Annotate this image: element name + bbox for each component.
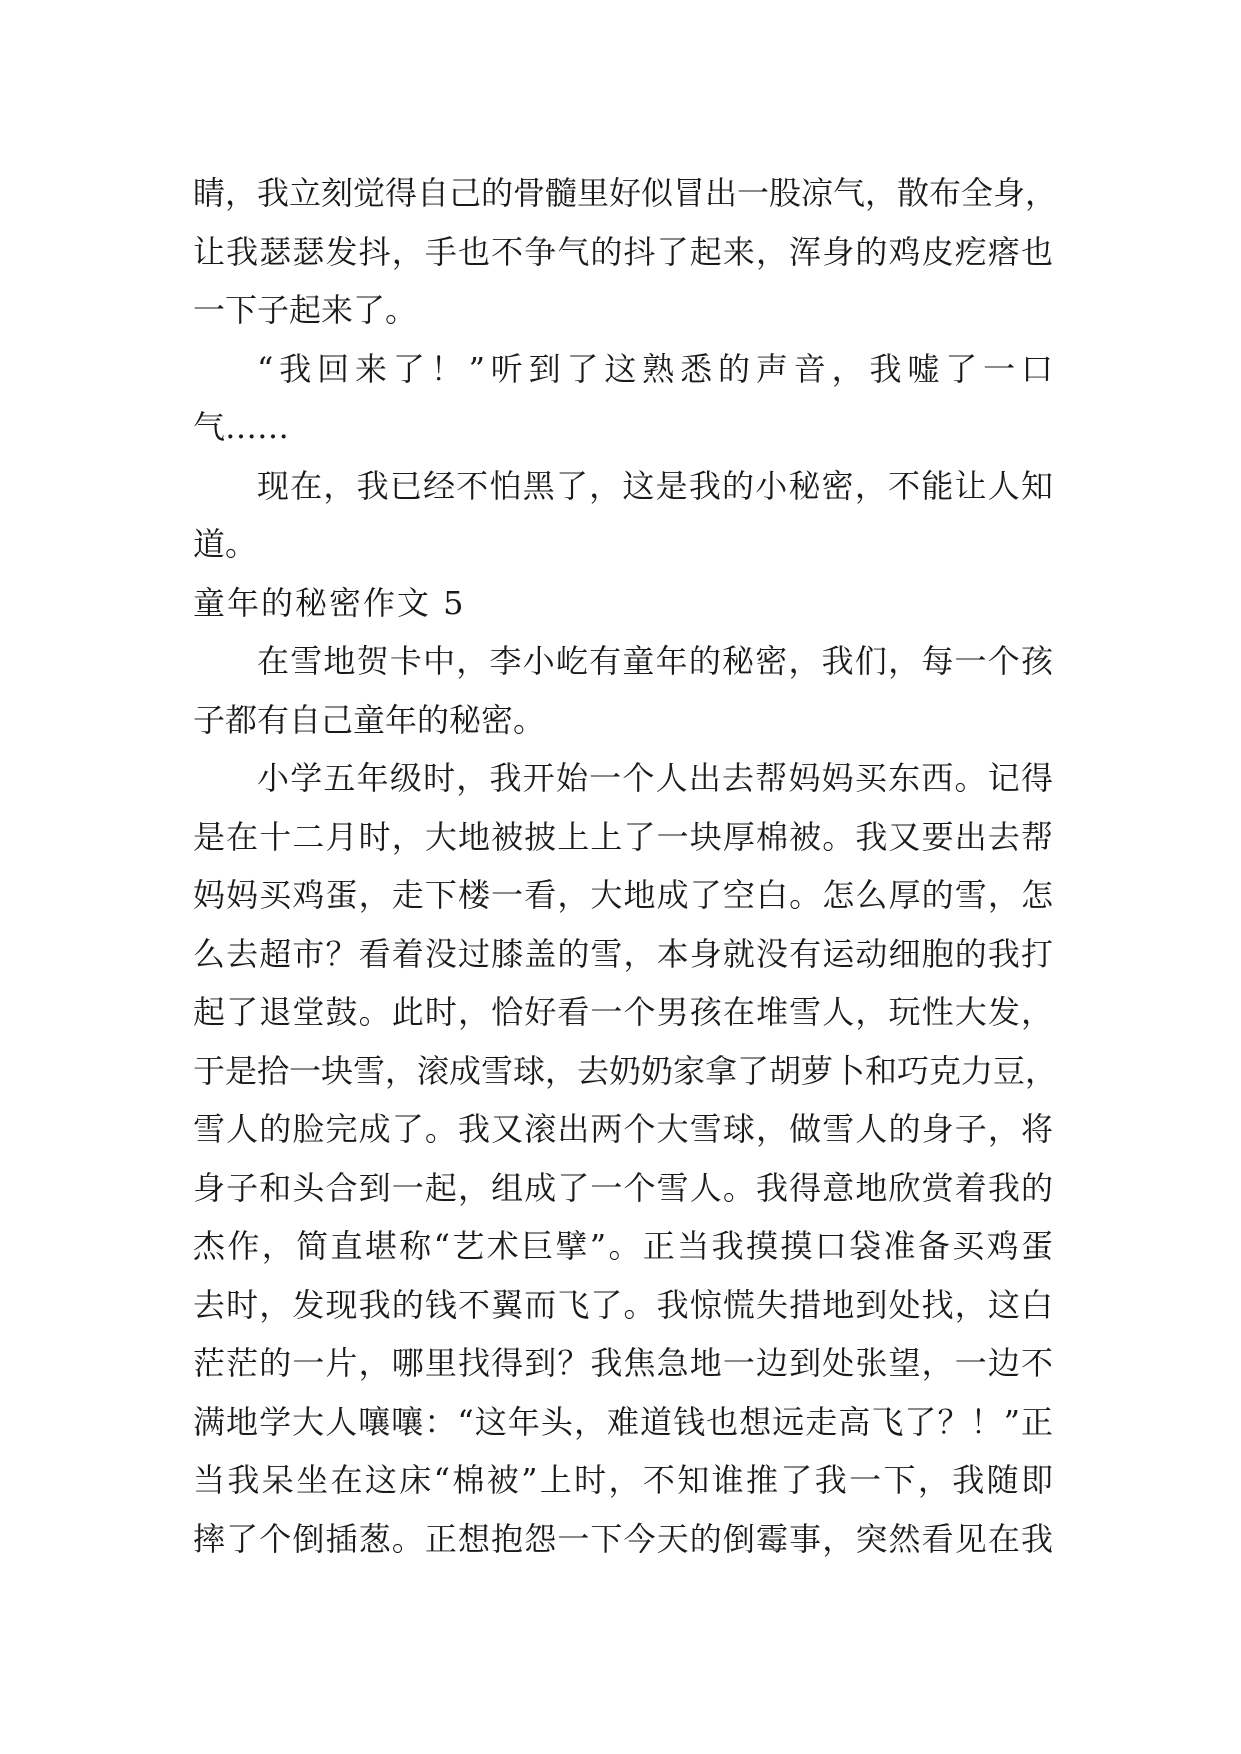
document-body — [193, 164, 1058, 1568]
section-heading-text: 童年的秘密作文 5 — [193, 583, 466, 622]
text-line-content: 妈妈买鸡蛋，走下楼一看，大地成了空白。怎么厚的雪，怎 — [193, 876, 1053, 914]
text-line — [193, 866, 1053, 925]
text-line — [193, 1276, 1053, 1335]
text-line-content: 气…… — [193, 408, 290, 446]
text-line-content: 睛，我立刻觉得自己的骨髓里好似冒出一股凉气，散布全身， — [193, 174, 1058, 212]
text-line-content: 现在，我已经不怕黑了，这是我的小秘密，不能让人知 — [257, 466, 1053, 505]
text-line-content: 么去超市？看着没过膝盖的雪，本身就没有运动细胞的我打 — [193, 934, 1053, 973]
text-line — [193, 691, 1053, 750]
text-line — [193, 1100, 1053, 1159]
text-line — [193, 1159, 1053, 1218]
text-line-content: 于是拾一块雪，滚成雪球，去奶奶家拿了胡萝卜和巧克力豆， — [193, 1051, 1058, 1090]
text-line-content: 道。 — [193, 525, 258, 563]
text-line-content: 去时，发现我的钱不翼而飞了。我惊慌失措地到处找，这白 — [193, 1285, 1053, 1324]
text-line-content: 子都有自己童年的秘密。 — [193, 700, 546, 739]
text-line — [193, 281, 1053, 340]
text-line — [193, 164, 1058, 223]
text-line-content: 一下子起来了。 — [193, 291, 418, 329]
text-line — [193, 1042, 1058, 1101]
text-line — [193, 749, 1053, 808]
text-line-content: 小学五年级时，我开始一个人出去帮妈妈买东西。记得 — [257, 759, 1053, 797]
text-line — [193, 1451, 1053, 1510]
section-heading — [193, 574, 1053, 633]
text-line-content: 起了退堂鼓。此时，恰好看一个男孩在堆雪人，玩性大发， — [193, 993, 1053, 1031]
text-line-content: 让我瑟瑟发抖，手也不争气的抖了起来，浑身的鸡皮疙瘩也 — [193, 232, 1053, 271]
text-line-content: 身子和头合到一起，组成了一个雪人。我得意地欣赏着我的 — [193, 1168, 1053, 1207]
text-line-content: 杰作，简直堪称“艺术巨擘”。正当我摸摸口袋准备买鸡蛋 — [193, 1227, 1053, 1265]
text-line-content: 雪人的脸完成了。我又滚出两个大雪球，做雪人的身子，将 — [193, 1110, 1053, 1148]
text-line — [193, 632, 1053, 691]
text-line-content: 在雪地贺卡中，李小屹有童年的秘密，我们，每一个孩 — [257, 642, 1053, 680]
text-line — [193, 1510, 1053, 1569]
text-line-content: 当我呆坐在这床“棉被”上时，不知谁推了我一下，我随即 — [193, 1461, 1053, 1499]
text-line-content: 是在十二月时，大地被披上上了一块厚棉被。我又要出去帮 — [193, 817, 1053, 856]
text-line — [193, 515, 1053, 574]
text-line-content: 摔了个倒插葱。正想抱怨一下今天的倒霉事，突然看见在我 — [193, 1519, 1053, 1558]
text-line — [193, 398, 1053, 457]
text-line-content: “我回来了！”听到了这熟悉的声音，我嘘了一口 — [257, 349, 1053, 388]
text-line — [193, 1334, 1053, 1393]
text-line — [193, 808, 1053, 867]
text-line — [193, 457, 1053, 516]
text-line-content: 满地学大人嚷嚷：“这年头，难道钱也想远走高飞了？！”正 — [193, 1402, 1053, 1441]
text-line — [193, 1217, 1053, 1276]
text-line — [193, 223, 1053, 282]
text-line — [193, 925, 1053, 984]
text-line — [193, 983, 1053, 1042]
text-line-content: 茫茫的一片，哪里找得到？我焦急地一边到处张望，一边不 — [193, 1344, 1053, 1382]
text-line — [193, 1393, 1053, 1452]
text-line — [193, 340, 1053, 399]
